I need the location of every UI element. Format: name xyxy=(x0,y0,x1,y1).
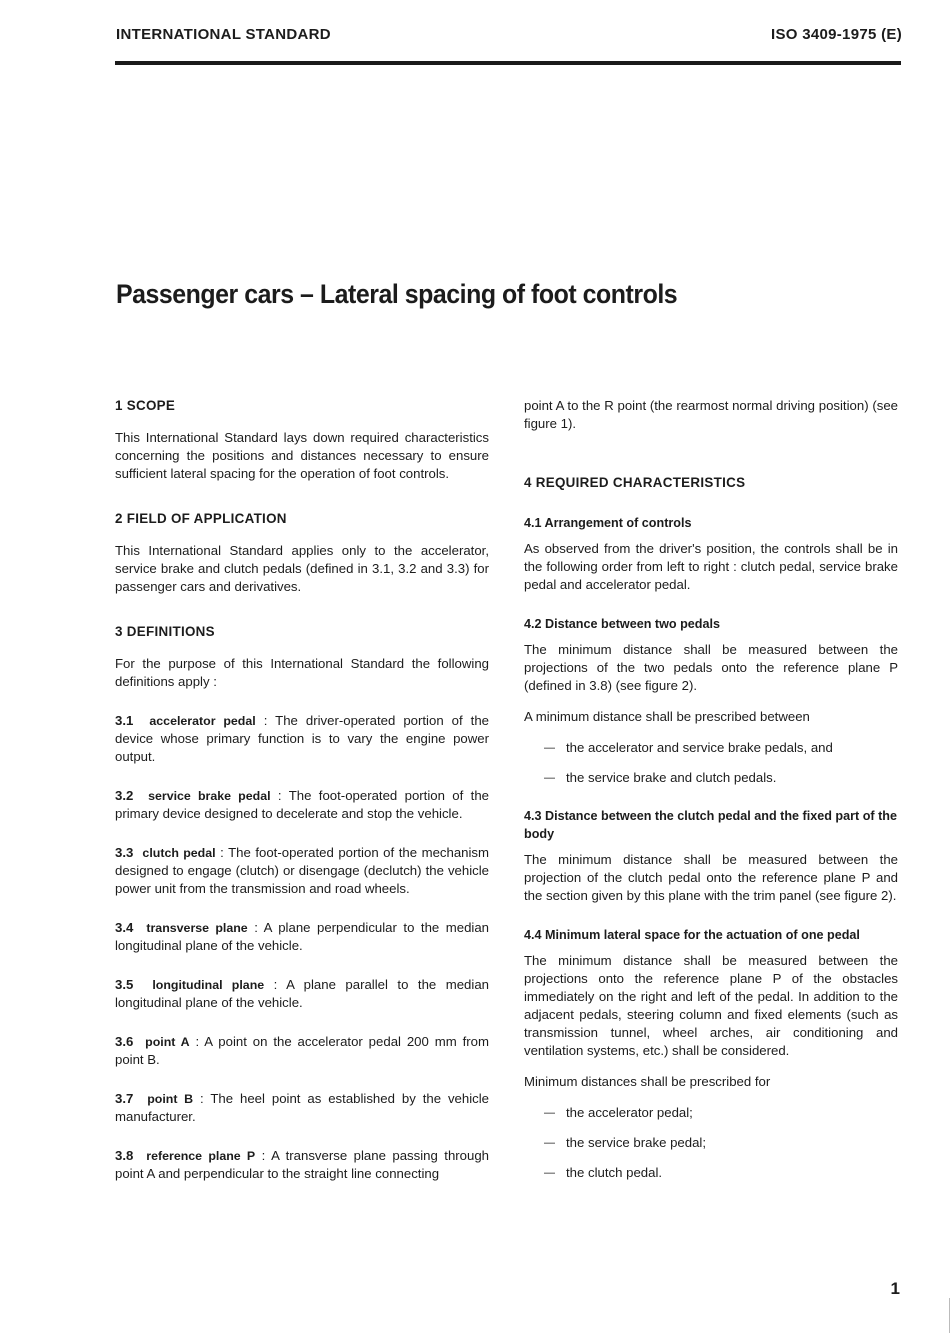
right-column xyxy=(524,397,898,1194)
definition-3-3: 3.3 clutch pedal : The foot-operated portion of the mechanism designed to engage (clutch) or disengage (declutch) the vehicle power unit from the transmission and road wheels. xyxy=(115,845,490,896)
subsection-4-3-text: The minimum distance shall be measured between the projection of the clutch pedal onto the reference plane P and the section given by this plane with the trim panel (see figure 2). xyxy=(524,852,898,903)
definition-3-6: 3.6 point A : A point on the accelerator pedal 200 mm from point B. xyxy=(115,1034,489,1067)
section-heading-scope: 1 SCOPE xyxy=(115,398,176,413)
page-number: 1 xyxy=(890,1279,900,1298)
document-title: Passenger cars – Lateral spacing of foot controls xyxy=(116,279,678,309)
definition-3-7: 3.7 point B : The heel point as established by the vehicle manufacturer. xyxy=(115,1091,490,1124)
definitions-intro: For the purpose of this International Standard the following definitions apply : xyxy=(115,656,489,689)
definition-continuation: point A to the R point (the rearmost normal driving position) (see figure 1). xyxy=(524,398,898,431)
subsection-heading-4-2: 4.2 Distance between two pedals xyxy=(524,617,720,631)
subsection-4-2-text-2: A minimum distance shall be prescribed between xyxy=(524,709,810,724)
left-column xyxy=(115,397,489,1196)
pedal-pairs-list xyxy=(524,739,898,787)
list-item: — the clutch pedal. xyxy=(544,1164,898,1182)
list-item: — the service brake and clutch pedals. xyxy=(544,769,898,787)
scope-paragraph: This International Standard lays down required characteristics concerning the positions and distances necessary to ensure sufficient lateral spacing for the operation of foot controls. xyxy=(115,430,489,481)
definition-3-1: 3.1 accelerator pedal : The driver-operated portion of the device whose primary function is to vary the engine power output. xyxy=(115,713,490,764)
section-heading-field: 2 FIELD OF APPLICATION xyxy=(115,511,287,526)
list-item: — the accelerator and service brake pedals, and xyxy=(544,739,898,757)
subsection-4-1-text: As observed from the driver's position, the controls shall be in the following order from left to right : clutch pedal, service brake pedal and accelerator pedal. xyxy=(524,541,898,592)
section-heading-definitions: 3 DEFINITIONS xyxy=(115,624,215,639)
subsection-heading-4-1: 4.1 Arrangement of controls xyxy=(524,516,692,530)
definition-3-4: 3.4 transverse plane : A plane perpendicular to the median longitudinal plane of the vehicle. xyxy=(115,920,489,953)
list-item: — the service brake pedal; xyxy=(544,1134,898,1152)
subsection-heading-4-4: 4.4 Minimum lateral space for the actuation of one pedal xyxy=(524,928,860,942)
definition-3-8: 3.8 reference plane P : A transverse plane passing through point A and perpendicular to the straight line connecting xyxy=(115,1148,490,1181)
field-paragraph: This International Standard applies only to the accelerator, service brake and clutch pedals (defined in 3.1, 3.2 and 3.3) for passenger cars and derivatives. xyxy=(115,543,489,594)
subsection-4-4-text-1: The minimum distance shall be measured between the projections onto the reference plane P of the obstacles immediately on the right and left of the pedal. In addition to the adjacent pedals, steering column and fixed elements (such as transmission tunnel, wheel arches, air conditioning and ventilation systems, etc.) shall be considered. xyxy=(524,953,898,1058)
running-head-right: ISO 3409-1975 (E) xyxy=(770,26,902,43)
definition-3-5: 3.5 longitudinal plane : A plane parallel to the median longitudinal plane of the vehicle. xyxy=(115,977,489,1010)
definition-3-2: 3.2 service brake pedal : The foot-operated portion of the primary device designed to decelerate and stop the vehicle. xyxy=(115,788,490,821)
section-heading-requirements: 4 REQUIRED CHARACTERISTICS xyxy=(524,475,746,490)
running-head-left: INTERNATIONAL STANDARD xyxy=(116,26,331,43)
subsection-heading-4-3: 4.3 Distance between the clutch pedal and the fixed part of the body xyxy=(524,809,897,841)
subsection-4-4-text-2: Minimum distances shall be prescribed for xyxy=(524,1074,771,1089)
subsection-4-2-text-1: The minimum distance shall be measured between the projections of the two pedals onto the reference plane P (defined in 3.8) (see figure 2). xyxy=(524,642,898,693)
list-item: — the accelerator pedal; xyxy=(544,1104,898,1122)
pedal-list xyxy=(524,1104,898,1182)
header-rule xyxy=(115,61,901,65)
